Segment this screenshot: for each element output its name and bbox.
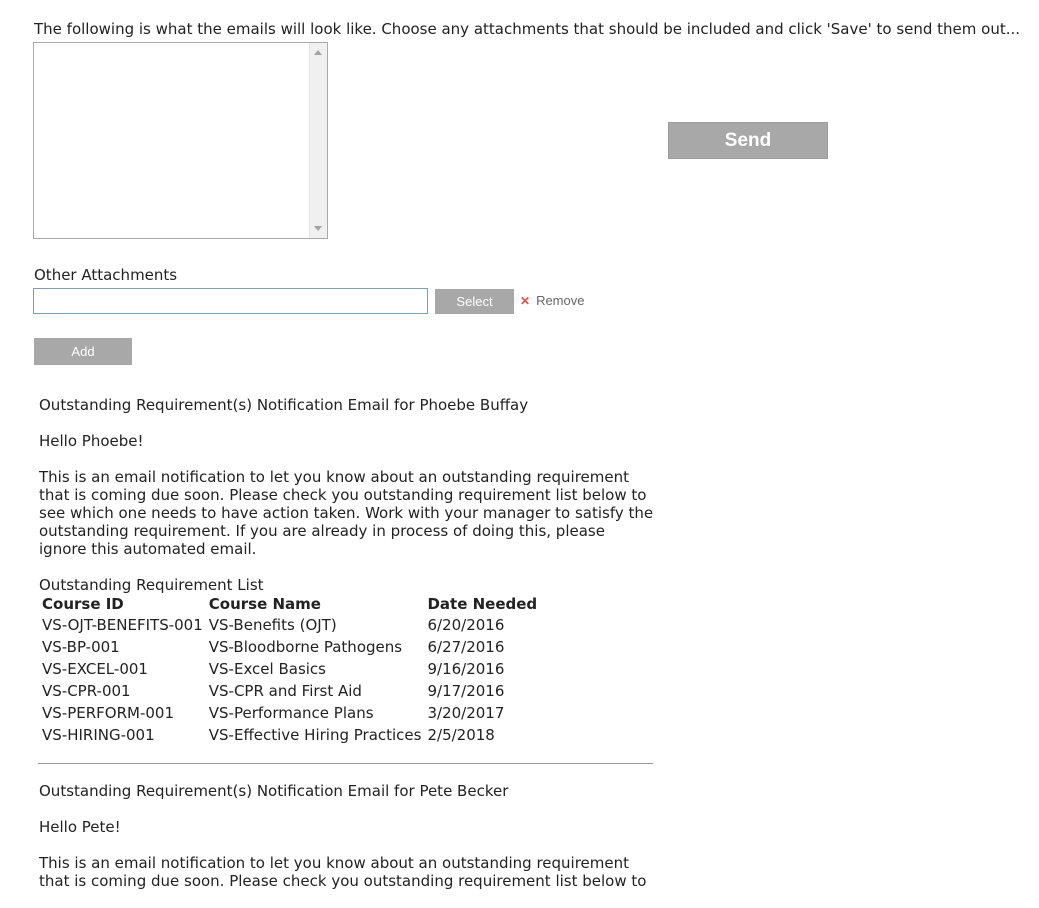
email-body: This is an email notification to let you know about an outstanding requirement that is coming due soon. Please check you outstanding requirement list below to see which one needs to have action taken. Work with your manager to satisfy the outstanding requirement. If you are already in process of doing this, please ignore this automated email. [39,468,654,558]
table-header-row [39,594,540,614]
scroll-up-icon[interactable] [314,50,322,55]
other-attachments-label: Other Attachments [34,266,178,284]
requirement-list-title: Outstanding Requirement List [39,576,264,594]
instructions-text: The following is what the emails will look like. Choose any attachments that should be included and click 'Save' to send them out... [34,20,1021,38]
column-header: Date Needed [427,595,538,613]
column-header: Course ID [42,595,124,613]
email-preview [39,396,659,746]
email-subject: Outstanding Requirement(s) Notification Email for Phoebe Buffay [39,396,529,414]
email-subject: Outstanding Requirement(s) Notification Email for Pete Becker [39,782,509,800]
course-name-cell: VS-Excel Basics [208,660,326,678]
email-divider [38,763,653,764]
table-row [39,658,540,680]
date-needed-cell: 9/17/2016 [427,682,505,700]
date-needed-cell: 9/16/2016 [427,660,505,678]
requirement-table [39,594,540,746]
course-id-cell: VS-EXCEL-001 [42,660,148,678]
table-row [39,614,540,636]
course-id-cell: VS-CPR-001 [42,682,131,700]
course-name-cell: VS-Benefits (OJT) [208,616,337,634]
email-body: This is an email notification to let you know about an outstanding requirement that is coming due soon. Please check you outstanding requirement list below to [39,854,647,890]
course-name-cell: VS-Performance Plans [208,704,374,722]
attachments-listbox[interactable] [33,42,328,239]
course-name-cell: VS-CPR and First Aid [208,682,362,700]
column-header: Course Name [208,595,321,613]
date-needed-cell: 6/27/2016 [427,638,505,656]
table-row [39,724,540,746]
table-row [39,702,540,724]
course-name-cell: VS-Bloodborne Pathogens [208,638,403,656]
listbox-scrollbar[interactable] [309,43,327,238]
email-greeting: Hello Phoebe! [39,432,144,450]
remove-attachment-link[interactable] [520,293,584,308]
send-button[interactable]: Send [668,122,828,159]
course-id-cell: VS-HIRING-001 [42,726,155,744]
email-preview [39,782,659,890]
course-name-cell: VS-Effective Hiring Practices [208,726,422,744]
course-id-cell: VS-OJT-BENEFITS-001 [42,616,203,634]
remove-x-icon[interactable]: ✕ [520,293,531,308]
scroll-down-icon[interactable] [314,226,322,231]
email-previews [39,396,659,908]
add-attachment-button[interactable]: Add [34,338,132,365]
date-needed-cell: 6/20/2016 [427,616,505,634]
table-row [39,636,540,658]
table-row [39,680,540,702]
course-id-cell: VS-BP-001 [42,638,120,656]
date-needed-cell: 2/5/2018 [427,726,495,744]
course-id-cell: VS-PERFORM-001 [42,704,174,722]
email-greeting: Hello Pete! [39,818,121,836]
remove-label[interactable]: Remove [536,293,585,308]
select-file-button[interactable]: Select [435,289,514,314]
attachment-file-input[interactable] [33,288,428,314]
date-needed-cell: 3/20/2017 [427,704,505,722]
